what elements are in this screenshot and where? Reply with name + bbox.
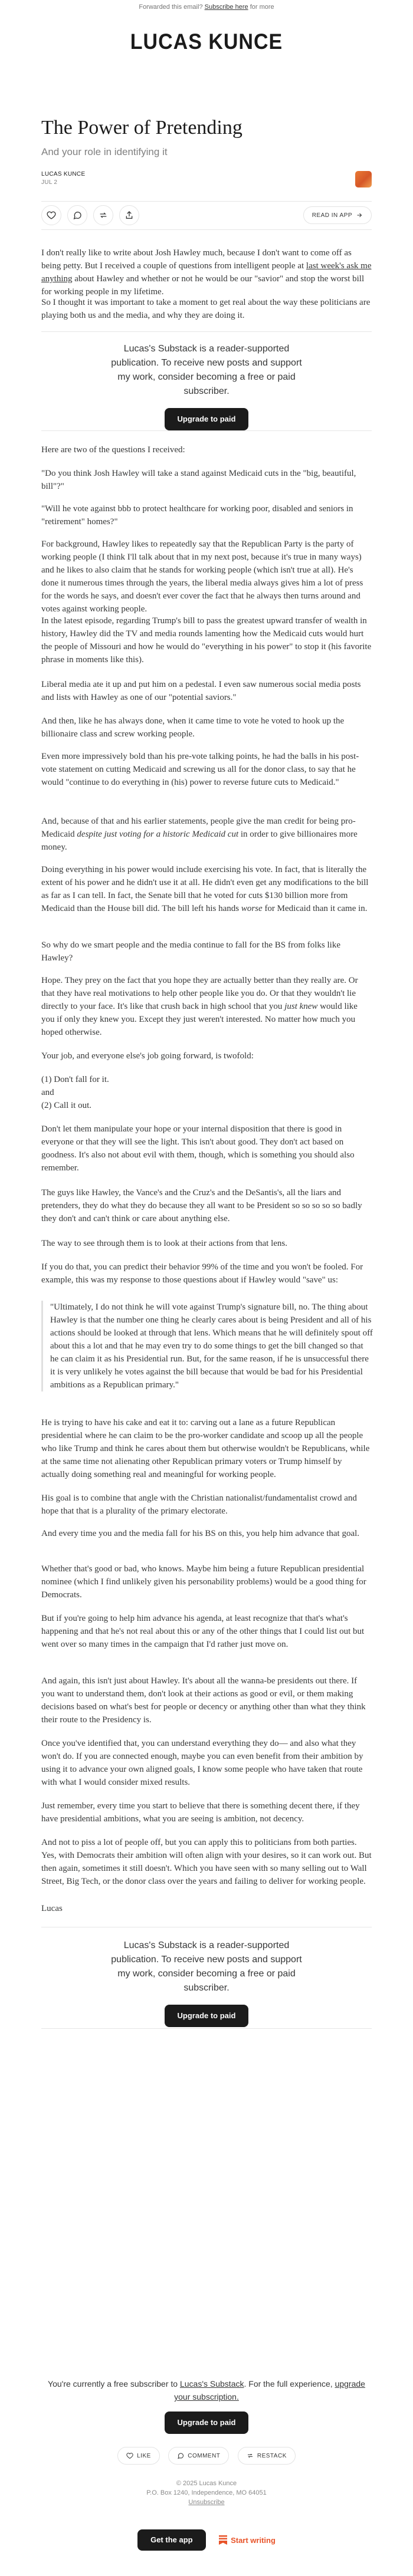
mailing-address: P.O. Box 1240, Independence, MO 64051 <box>146 2489 267 2496</box>
heart-icon <box>126 2452 133 2459</box>
comment-icon <box>73 210 82 220</box>
signature: Lucas <box>41 1904 63 1913</box>
body-paragraph: And then, like he has always done, when it came time to vote he voted to hook up the billionaire class and screw working people. <box>41 716 345 739</box>
restack-icon <box>247 2452 254 2459</box>
ama-link[interactable]: last week's ask me anything <box>41 261 372 284</box>
body-paragraph: His goal is to combine that angle with the Christian nationalist/fundamentalist crowd and hope that that is a plurality of the primary electorate. <box>41 1493 357 1516</box>
start-writing-link[interactable]: Start writing <box>219 2535 276 2545</box>
divider <box>41 229 372 230</box>
body-paragraph: And every time you and the media fall for his BS on this, you help him advance that goal. <box>41 1529 360 1538</box>
body-paragraph: (2) Call it out. <box>41 1101 91 1110</box>
post-actions <box>41 204 372 228</box>
body-paragraph: And not to piss a lot of people off, but you can apply this to politicians from both parties. Yes, with Democrats their ambition will often align with your desires, so it can work out. But then again, sometimes it still doesn't. Which you have seen with so many selling out to Wall Street, Big Tech, or the donor class over the years and failing to deliver for working people. <box>41 1838 372 1886</box>
forward-text: Forwarded this email? <box>139 4 203 11</box>
subscribe-box <box>41 342 372 430</box>
author-name[interactable]: LUCAS KUNCE <box>41 171 86 177</box>
body-paragraph: Even more impressively bold than his pre-vote talking points, he had the balls in his post-vote statement on cutting Medicaid and screwing us all for the donor class, to say that he would "continue to do everything in (his) power to reverse future cuts to Medicaid." <box>41 752 359 787</box>
restack-button[interactable] <box>93 205 113 225</box>
heart-icon <box>47 210 56 220</box>
body-paragraph: And again, this isn't just about Hawley. It's about all the wanna-be presidents out there. If you want to understand them, don't look at their actions as good or evil, or them making decisions based on what's best for people or decency or anything other than what they think their route to the Presidency is. <box>41 1676 366 1725</box>
post-date: JUL 2 <box>41 179 58 186</box>
body-paragraph: So why do we smart people and the media continue to fall for the BS from folks like Hawley? <box>41 940 340 963</box>
body-paragraph: But if you're going to help him advance his agenda, at least recognize that that's what's happening and that he's not real about this or any of the other things that I could list out but went over so many times in the campaign that I'd rather just move on. <box>41 1614 365 1649</box>
get-the-app-button[interactable]: Get the app <box>137 2529 206 2551</box>
body-paragraph: So I thought it was important to take a moment to get real about the way these politicians are playing both us and the media, and why they are doing it. <box>41 298 371 320</box>
publication-wordmark[interactable]: LUCAS KUNCE <box>130 29 283 54</box>
divider <box>41 331 372 332</box>
body-paragraph: Whether that's good or bad, who knows. Maybe him being a future Republican presidential nominee (which I find unlikely given his personability problems) would be a good thing for Democrats. <box>41 1564 366 1600</box>
share-icon <box>124 210 134 220</box>
body-paragraph: And, because of that and his earlier statements, people give the man credit for being pro-Medicaid despite just voting for a historic Medicaid cut in order to give billionaires more money. <box>41 817 358 852</box>
footer-actions <box>0 2447 413 2465</box>
subscribe-message: Lucas's Substack is a reader-supported publication. To receive new posts and support my work, consider becoming a free or paid subscriber. <box>111 344 302 396</box>
subscribe-box <box>41 1939 372 2027</box>
comment-icon <box>177 2452 184 2459</box>
subscribe-here-link[interactable]: Subscribe here <box>204 4 248 11</box>
quoted-question: "Do you think Josh Hawley will take a stand against Medicaid cuts in the "big, beautiful, bill"?" <box>41 469 356 491</box>
forward-bar <box>0 0 413 14</box>
body-paragraph: Doing everything in his power would include exercising his vote. In fact, that is literally the extent of his power and he didn't use it at all. He didn't even get any modifications to the bill as far as I can tell. In fact, the Senate bill that he voted for cuts $130 billion more from Medicaid than the House bill did. The bill left his hands worse for Medicaid than it came in. <box>41 865 369 913</box>
substack-logo-icon <box>219 2535 227 2545</box>
footer-cta <box>0 2529 413 2551</box>
body-paragraph: Here are two of the questions I received: <box>41 445 185 455</box>
body-paragraph: Don't let them manipulate your hope or your internal disposition that there is good in everyone or that they will see the light. This isn't about good. They don't act based on goodness. It's also not about evil with them, though, which is something you should also remember. <box>41 1124 355 1173</box>
body-paragraph: The guys like Hawley, the Vance's and the Cruz's and the DeSantis's, all the liars and pretenders, they do what they do because they all want to be President so so so so so badly they don't and can't think or care about anything else. <box>41 1188 362 1223</box>
body-paragraph: Hope. They prey on the fact that you hope they are actually better than they really are. Or that they have real motivations to help other people like you do. Or that they wouldn't lie directly to your face. It's like that crush back in high school that you just knew would like you if only they knew you. Except they just weren't interested. No matter how much you hoped otherwise. <box>41 976 358 1037</box>
restack-icon <box>99 210 108 220</box>
body-paragraph: The way to see through them is to look at their actions from that lens. <box>41 1239 287 1248</box>
divider <box>41 430 372 431</box>
footer-upgrade-button[interactable]: Upgrade to paid <box>165 2411 249 2434</box>
body-paragraph: Liberal media ate it up and put him on a pedestal. I even saw numerous social media posts and lists with Hawley as one of our "potential saviors." <box>41 680 361 702</box>
post-subtitle: And your role in identifying it <box>41 146 168 157</box>
footer-like-button[interactable]: LIKE <box>117 2447 160 2465</box>
like-button[interactable] <box>41 205 61 225</box>
author-avatar[interactable] <box>355 171 372 187</box>
divider <box>41 201 372 202</box>
body-paragraph: and <box>41 1088 54 1097</box>
masthead <box>0 31 413 54</box>
comment-button[interactable] <box>67 205 87 225</box>
footer-legal <box>0 2479 413 2507</box>
body-paragraph: Once you've identified that, you can understand everything they do— and also what they won't do. If you are connected enough, maybe you can even benefit from their ambition by using it to advance your own aligned goals, I know some people who have taken that route with what I would consider mixed results. <box>41 1739 363 1787</box>
post-title[interactable]: The Power of Pretending <box>41 117 242 139</box>
upgrade-to-paid-button[interactable]: Upgrade to paid <box>165 2005 249 2027</box>
read-in-app-label: READ IN APP <box>312 212 352 219</box>
forward-suffix: for more <box>250 4 274 11</box>
footer-comment-button[interactable]: COMMENT <box>168 2447 229 2465</box>
footer-restack-button[interactable]: RESTACK <box>238 2447 296 2465</box>
publication-link[interactable]: Lucas's Substack <box>179 2379 244 2389</box>
free-subscriber-notice: You're currently a free subscriber to Lucas's Substack. For the full experience, upgrade your subscription. Upgrade to paid <box>41 2377 372 2434</box>
copyright: © 2025 Lucas Kunce <box>176 2480 237 2487</box>
read-in-app-button[interactable] <box>303 206 372 224</box>
body-paragraph: In the latest episode, regarding Trump's bill to pass the greatest upward transfer of wealth in history, Hawley did the TV and media rounds lamenting how the Medicaid cuts would hurt the people of Missouri and how he would do "everything in his power" to stop it (his favorite phrase in moments like this). <box>41 616 372 664</box>
quoted-question: "Will he vote against bbb to protect healthcare for working poor, disabled and seniors in "retirement" homes?" <box>41 504 353 527</box>
upgrade-subscription-link[interactable]: upgrade your subscription. <box>174 2379 365 2401</box>
unsubscribe-link[interactable]: Unsubscribe <box>188 2499 225 2506</box>
body-paragraph: For background, Hawley likes to repeatedly say that the Republican Party is the party of working people (I think I'll talk about that in my next post, because it's true in many ways) and he likes to also claim that he stands for working people (which isn't true at all). He's done it numerous times through the years, the liberal media always gives him a lot of press for the words he says, and doesn't ever cover the fact that he always then turns around and votes against working people. <box>41 539 363 614</box>
body-paragraph: He is trying to have his cake and eat it to: carving out a lane as a future Republican presidential where he can claim to be the pro-worker candidate and scoop up all the people who like Trump and think he cares about them but otherwise wouldn't be Republicans, while at the same time not alienating other Republican primary voters or Trump himself by actually doing something real and meaningful for working people. <box>41 1418 370 1479</box>
upgrade-to-paid-button[interactable]: Upgrade to paid <box>165 408 249 430</box>
body-paragraph: Your job, and everyone else's job going forward, is twofold: <box>41 1051 254 1061</box>
body-paragraph: I don't really like to write about Josh Hawley much, because I don't want to come off as being petty. But I received a couple of questions from intelligent people at last week's ask me anything about Hawley and whether or not he would be our "savior" and stop the worst bill for working people in my lifetime. <box>41 248 372 297</box>
body-paragraph: If you do that, you can predict their behavior 99% of the time and you won't be fooled. For example, this was my response to those questions about if Hawley would "save" us: <box>41 1262 363 1285</box>
body-paragraph: (1) Don't fall for it. <box>41 1075 109 1084</box>
divider <box>41 2028 372 2029</box>
arrow-right-icon <box>356 212 363 219</box>
body-paragraph: Just remember, every time you start to believe that there is something decent there, if they have presidential ambitions, what you are seeing is ambition, not decency. <box>41 1801 360 1824</box>
subscribe-message: Lucas's Substack is a reader-supported publication. To receive new posts and support my work, consider becoming a free or paid subscriber. <box>111 1940 302 1993</box>
share-button[interactable] <box>119 205 139 225</box>
quoted-response: "Ultimately, I do not think he will vote against Trump's signature bill, no. The thing about Hawley is that the number one thing he clearly cares about is being President and all of his actions should be looked at through that lens. Which means that he will definitely spout off about this a lot and that he may even try to do some things to get the bill changed so that he can claim it as his Presidential run. But, for the same reason, if he is unsuccessful there it is very unlikely he votes against the bill because that would be bad for his Presidential ambitions as a Republican primary." <box>41 1301 373 1391</box>
